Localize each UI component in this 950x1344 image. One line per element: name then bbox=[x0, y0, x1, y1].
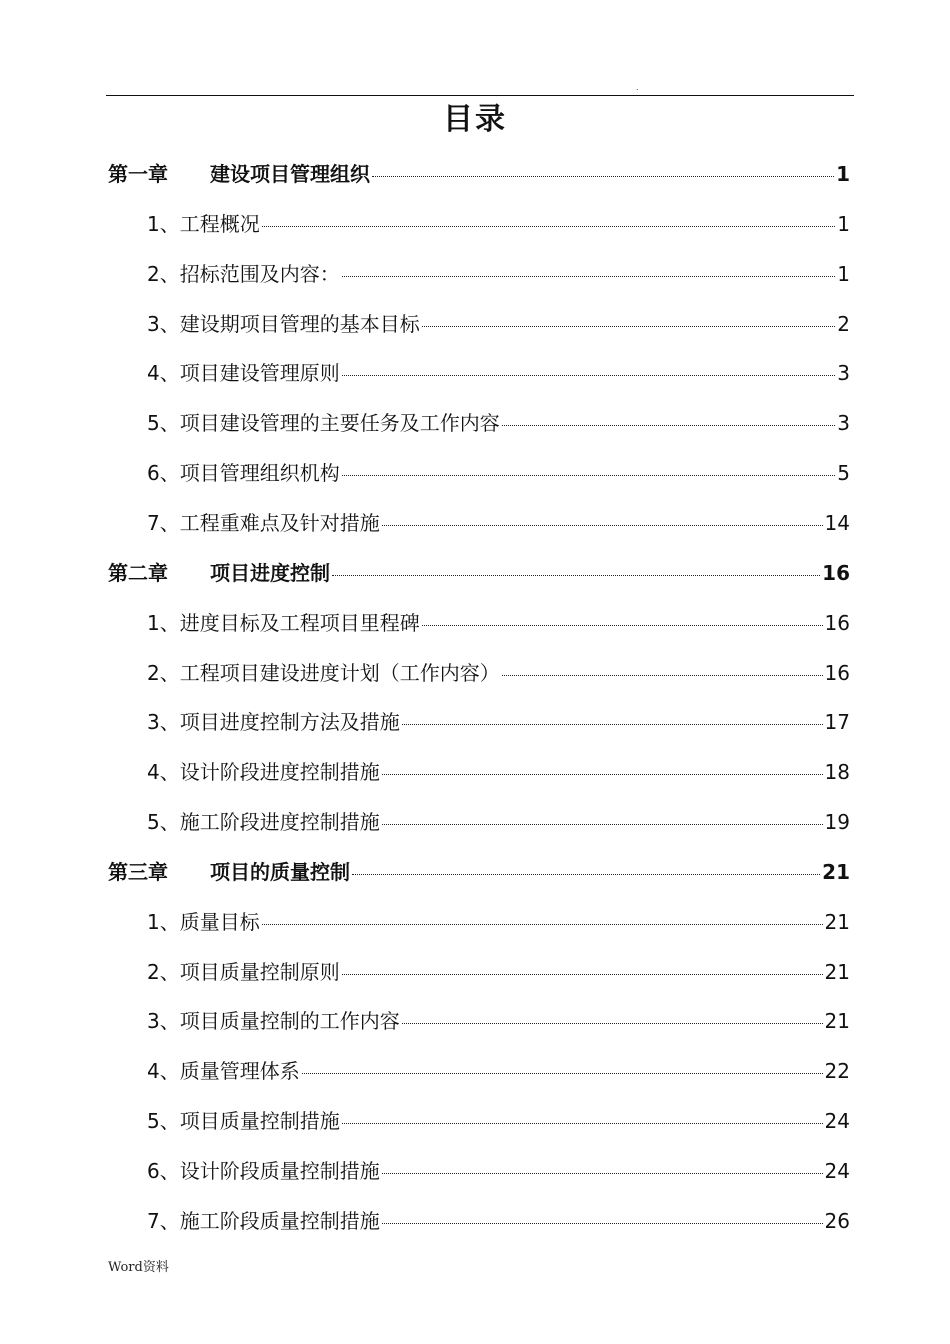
toc-entry-title: 5、项目建设管理的主要任务及工作内容 bbox=[147, 411, 500, 436]
toc-entry-title: 4、质量管理体系 bbox=[147, 1059, 300, 1084]
toc-chapter-entry[interactable] bbox=[108, 852, 850, 892]
toc-page-number: 16 bbox=[824, 610, 850, 635]
toc-entry-title: 3、建设期项目管理的基本目标 bbox=[147, 311, 420, 336]
toc-page-number: 21 bbox=[822, 859, 850, 884]
toc-page-number: 1 bbox=[837, 211, 850, 236]
toc-section-entry[interactable] bbox=[147, 653, 850, 693]
toc-chapter-entry[interactable] bbox=[108, 154, 850, 194]
toc-entry-title: 3、项目质量控制的工作内容 bbox=[147, 1009, 400, 1034]
toc-section-entry[interactable] bbox=[147, 752, 850, 792]
toc-section-entry[interactable] bbox=[147, 1001, 850, 1041]
toc-section-entry[interactable] bbox=[147, 254, 850, 294]
toc-dot-leader bbox=[382, 1223, 823, 1224]
toc-chapter-number: 第二章 bbox=[108, 560, 168, 585]
toc-dot-leader bbox=[502, 425, 836, 426]
toc-dot-leader bbox=[342, 375, 836, 376]
toc-page-number: 5 bbox=[837, 461, 850, 486]
toc-chapter-number: 第三章 bbox=[108, 859, 168, 884]
toc-page-number: 22 bbox=[824, 1059, 850, 1084]
toc-section-entry[interactable] bbox=[147, 1151, 850, 1191]
toc-page-number: 24 bbox=[824, 1109, 850, 1134]
toc-dot-leader bbox=[262, 924, 823, 925]
toc-dot-leader bbox=[422, 326, 836, 327]
toc-page-number: 19 bbox=[824, 810, 850, 835]
toc-dot-leader bbox=[342, 276, 836, 277]
toc-page-number: 16 bbox=[822, 560, 850, 585]
toc-entry-title: 5、施工阶段进度控制措施 bbox=[147, 810, 380, 835]
toc-entry-title: 4、设计阶段进度控制措施 bbox=[147, 760, 380, 785]
toc-page-number: 1 bbox=[836, 162, 850, 186]
toc-page-number: 3 bbox=[837, 361, 850, 386]
header-rule bbox=[106, 95, 854, 96]
toc-section-entry[interactable] bbox=[147, 353, 850, 393]
toc-page-number: 16 bbox=[824, 660, 850, 685]
toc-dot-leader bbox=[402, 1023, 823, 1024]
toc-page-number: 21 bbox=[824, 909, 850, 934]
toc-page-number: 3 bbox=[837, 411, 850, 436]
toc-entry-title: 7、施工阶段质量控制措施 bbox=[147, 1208, 380, 1233]
toc-dot-leader bbox=[422, 625, 823, 626]
toc-chapter-number: 第一章 bbox=[108, 162, 168, 186]
toc-entry-title: 1、质量目标 bbox=[147, 909, 260, 934]
toc-page-number: 21 bbox=[824, 1009, 850, 1034]
toc-section-entry[interactable] bbox=[147, 453, 850, 493]
toc-dot-leader bbox=[372, 176, 834, 177]
toc-section-entry[interactable] bbox=[147, 1051, 850, 1091]
toc-section-entry[interactable] bbox=[147, 403, 850, 443]
toc-entry-title: 2、招标范围及内容： bbox=[147, 261, 340, 286]
toc-dot-leader bbox=[342, 475, 836, 476]
toc-section-entry[interactable] bbox=[147, 603, 850, 643]
toc-dot-leader bbox=[352, 874, 820, 875]
toc-dot-leader bbox=[402, 724, 823, 725]
toc-dot-leader bbox=[382, 525, 823, 526]
toc-section-entry[interactable] bbox=[147, 204, 850, 244]
toc-section-entry[interactable] bbox=[147, 1101, 850, 1141]
toc-entry-title: 建设项目管理组织 bbox=[210, 162, 370, 186]
toc-section-entry[interactable] bbox=[147, 902, 850, 942]
header-mark: . bbox=[636, 83, 639, 92]
toc-page-number: 2 bbox=[837, 311, 850, 336]
toc-entry-title: 2、项目质量控制原则 bbox=[147, 959, 340, 984]
toc-entry-title: 7、工程重难点及针对措施 bbox=[147, 510, 380, 535]
toc-dot-leader bbox=[342, 974, 823, 975]
toc-dot-leader bbox=[332, 575, 820, 576]
toc-entry-title: 6、设计阶段质量控制措施 bbox=[147, 1159, 380, 1183]
toc-entry-title: 3、项目进度控制方法及措施 bbox=[147, 710, 400, 735]
toc-dot-leader bbox=[262, 226, 836, 227]
toc-section-entry[interactable] bbox=[147, 802, 850, 842]
toc-entry-title: 6、项目管理组织机构 bbox=[147, 461, 340, 486]
toc-dot-leader bbox=[302, 1073, 823, 1074]
toc-page-number: 18 bbox=[824, 760, 850, 785]
toc-page-number: 14 bbox=[824, 510, 850, 535]
toc-entry-title: 1、工程概况 bbox=[147, 211, 260, 236]
toc-dot-leader bbox=[502, 675, 823, 676]
toc-dot-leader bbox=[382, 774, 823, 775]
toc-section-entry[interactable] bbox=[147, 304, 850, 344]
toc-page-number: 17 bbox=[824, 710, 850, 735]
toc-entry-title: 5、项目质量控制措施 bbox=[147, 1109, 340, 1134]
toc-dot-leader bbox=[382, 1173, 823, 1174]
footer-text: Word资料 bbox=[108, 1260, 169, 1275]
page-title: 目录 bbox=[443, 102, 507, 137]
toc-entry-title: 项目进度控制 bbox=[210, 560, 330, 585]
toc-dot-leader bbox=[342, 1123, 823, 1124]
toc-section-entry[interactable] bbox=[147, 702, 850, 742]
toc-section-entry[interactable] bbox=[147, 1201, 850, 1241]
toc-page-number: 21 bbox=[824, 959, 850, 984]
toc-section-entry[interactable] bbox=[147, 952, 850, 992]
toc-dot-leader bbox=[382, 824, 823, 825]
toc-entry-title: 4、项目建设管理原则 bbox=[147, 361, 340, 386]
toc-section-entry[interactable] bbox=[147, 503, 850, 543]
toc-entry-title: 项目的质量控制 bbox=[210, 859, 350, 884]
toc-entry-title: 1、进度目标及工程项目里程碑 bbox=[147, 610, 420, 635]
toc-page-number: 26 bbox=[824, 1208, 850, 1233]
toc-page-number: 1 bbox=[837, 261, 850, 286]
toc-entry-title: 2、工程项目建设进度计划（工作内容） bbox=[147, 660, 500, 685]
toc-page-number: 24 bbox=[824, 1159, 850, 1183]
toc-chapter-entry[interactable] bbox=[108, 553, 850, 593]
